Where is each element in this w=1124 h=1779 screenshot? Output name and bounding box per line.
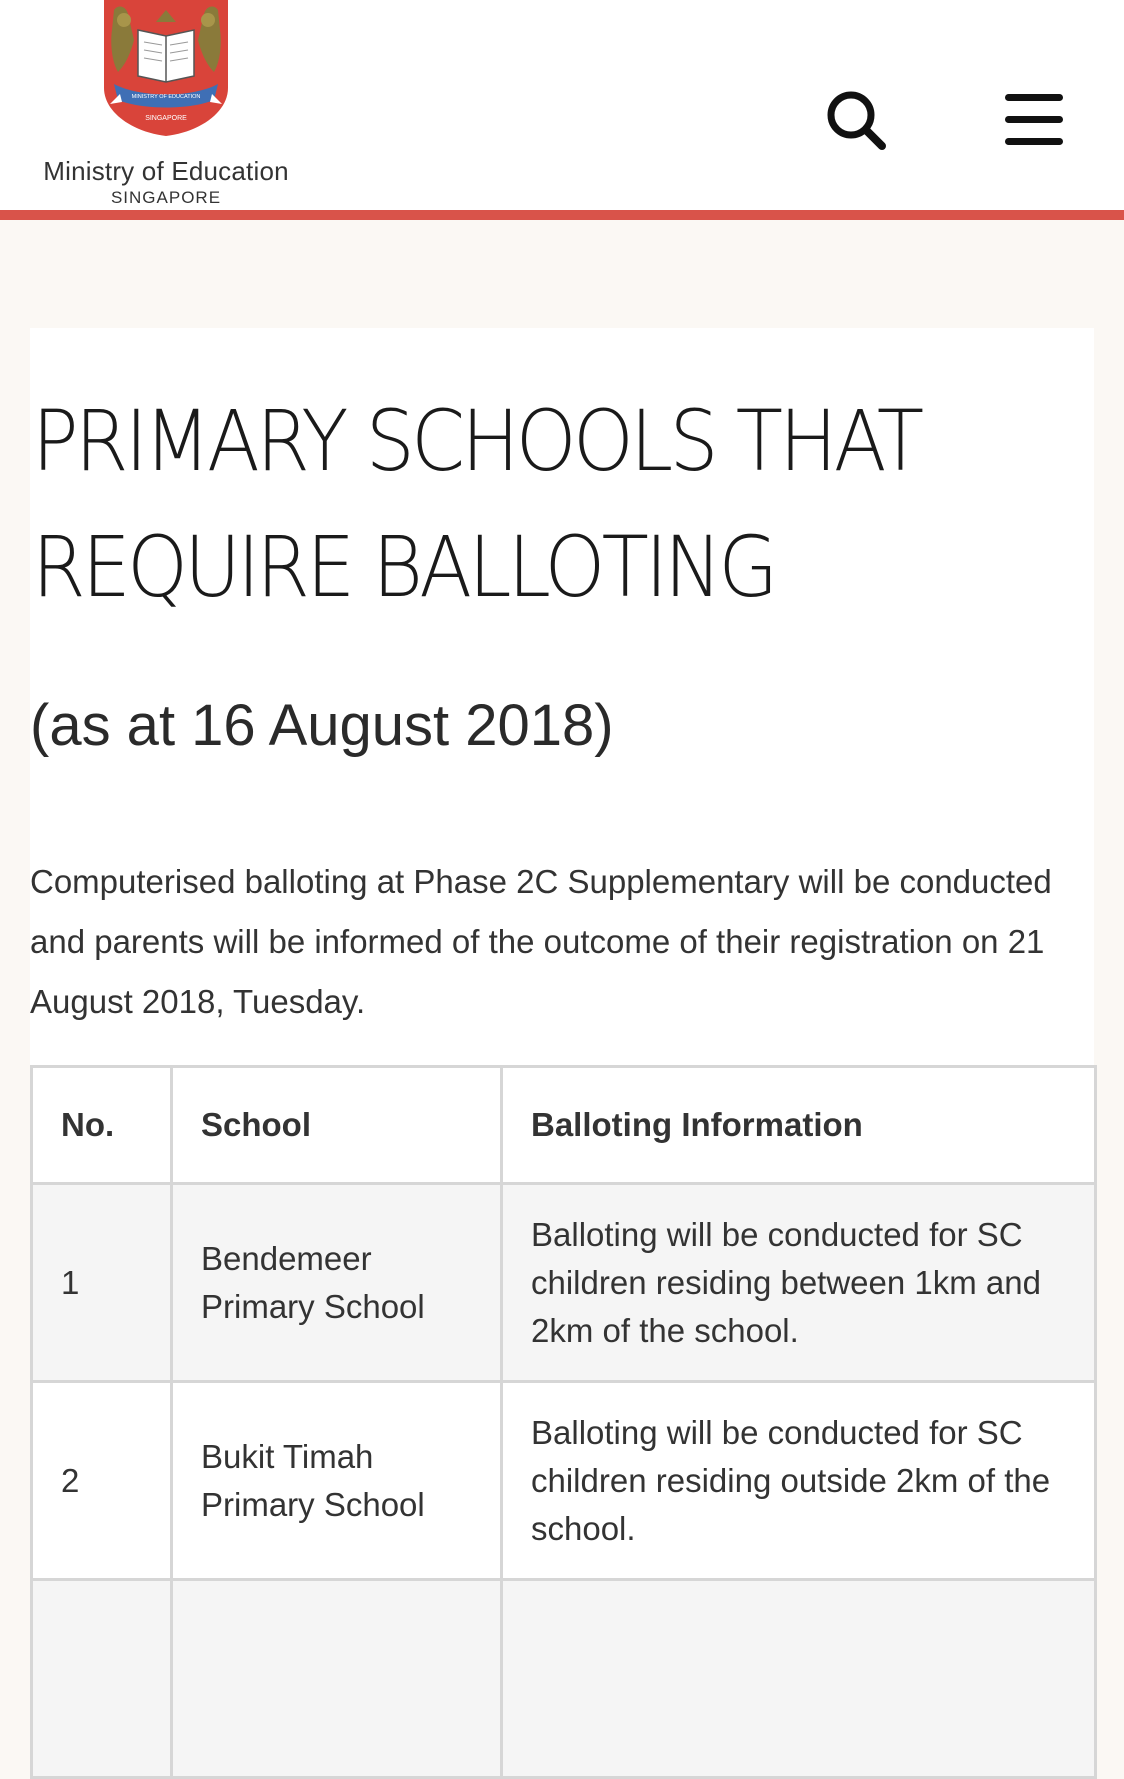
site-header [0, 0, 1124, 212]
cell-no: 1 [32, 1184, 172, 1382]
intro-paragraph: Computerised balloting at Phase 2C Supplementary will be conducted and parents will be informed of the outcome of their registration on 21 August 2018, Tuesday. [30, 863, 1052, 1020]
cell-info: Balloting will be conducted for SC children residing outside 2km of the school. [502, 1382, 1096, 1580]
column-header-no: No. [32, 1067, 172, 1184]
crest-banner-text: MINISTRY OF EDUCATION [131, 94, 201, 100]
cell-info: Balloting will be conducted for SC children residing between 1km and 2km of the school. [502, 1184, 1096, 1382]
table-row [32, 1382, 1096, 1580]
cell-school: Bukit Timah Primary School [172, 1382, 502, 1580]
table-header-row [32, 1067, 1096, 1184]
page-subtitle: (as at 16 August 2018) [30, 693, 614, 758]
moe-crest-icon [100, 0, 232, 136]
balloting-table [30, 1065, 1097, 1779]
crest-label: SINGAPORE [145, 115, 187, 122]
cell-no: 2 [32, 1382, 172, 1580]
search-icon [825, 89, 887, 151]
hamburger-menu-icon [1003, 90, 1065, 150]
logo-subtitle: SINGAPORE [110, 188, 222, 207]
cell-school: Bendemeer Primary School [172, 1184, 502, 1382]
search-button[interactable] [820, 84, 892, 156]
menu-button[interactable] [998, 84, 1070, 156]
table-row [32, 1580, 1096, 1778]
cell-no [32, 1580, 172, 1778]
content-card [30, 328, 1094, 1615]
balloting-table-wrapper [30, 1065, 1094, 1779]
logo-title: Ministry of Education [43, 156, 289, 186]
column-header-school: School [172, 1067, 502, 1184]
table-row [32, 1184, 1096, 1382]
cell-school [172, 1580, 502, 1778]
header-accent-bar [0, 210, 1124, 220]
column-header-info: Balloting Information [502, 1067, 1096, 1184]
page-title: PRIMARY SCHOOLS THAT REQUIRE BALLOTING [32, 392, 921, 616]
moe-logo[interactable] [30, 0, 310, 210]
cell-info [502, 1580, 1096, 1778]
